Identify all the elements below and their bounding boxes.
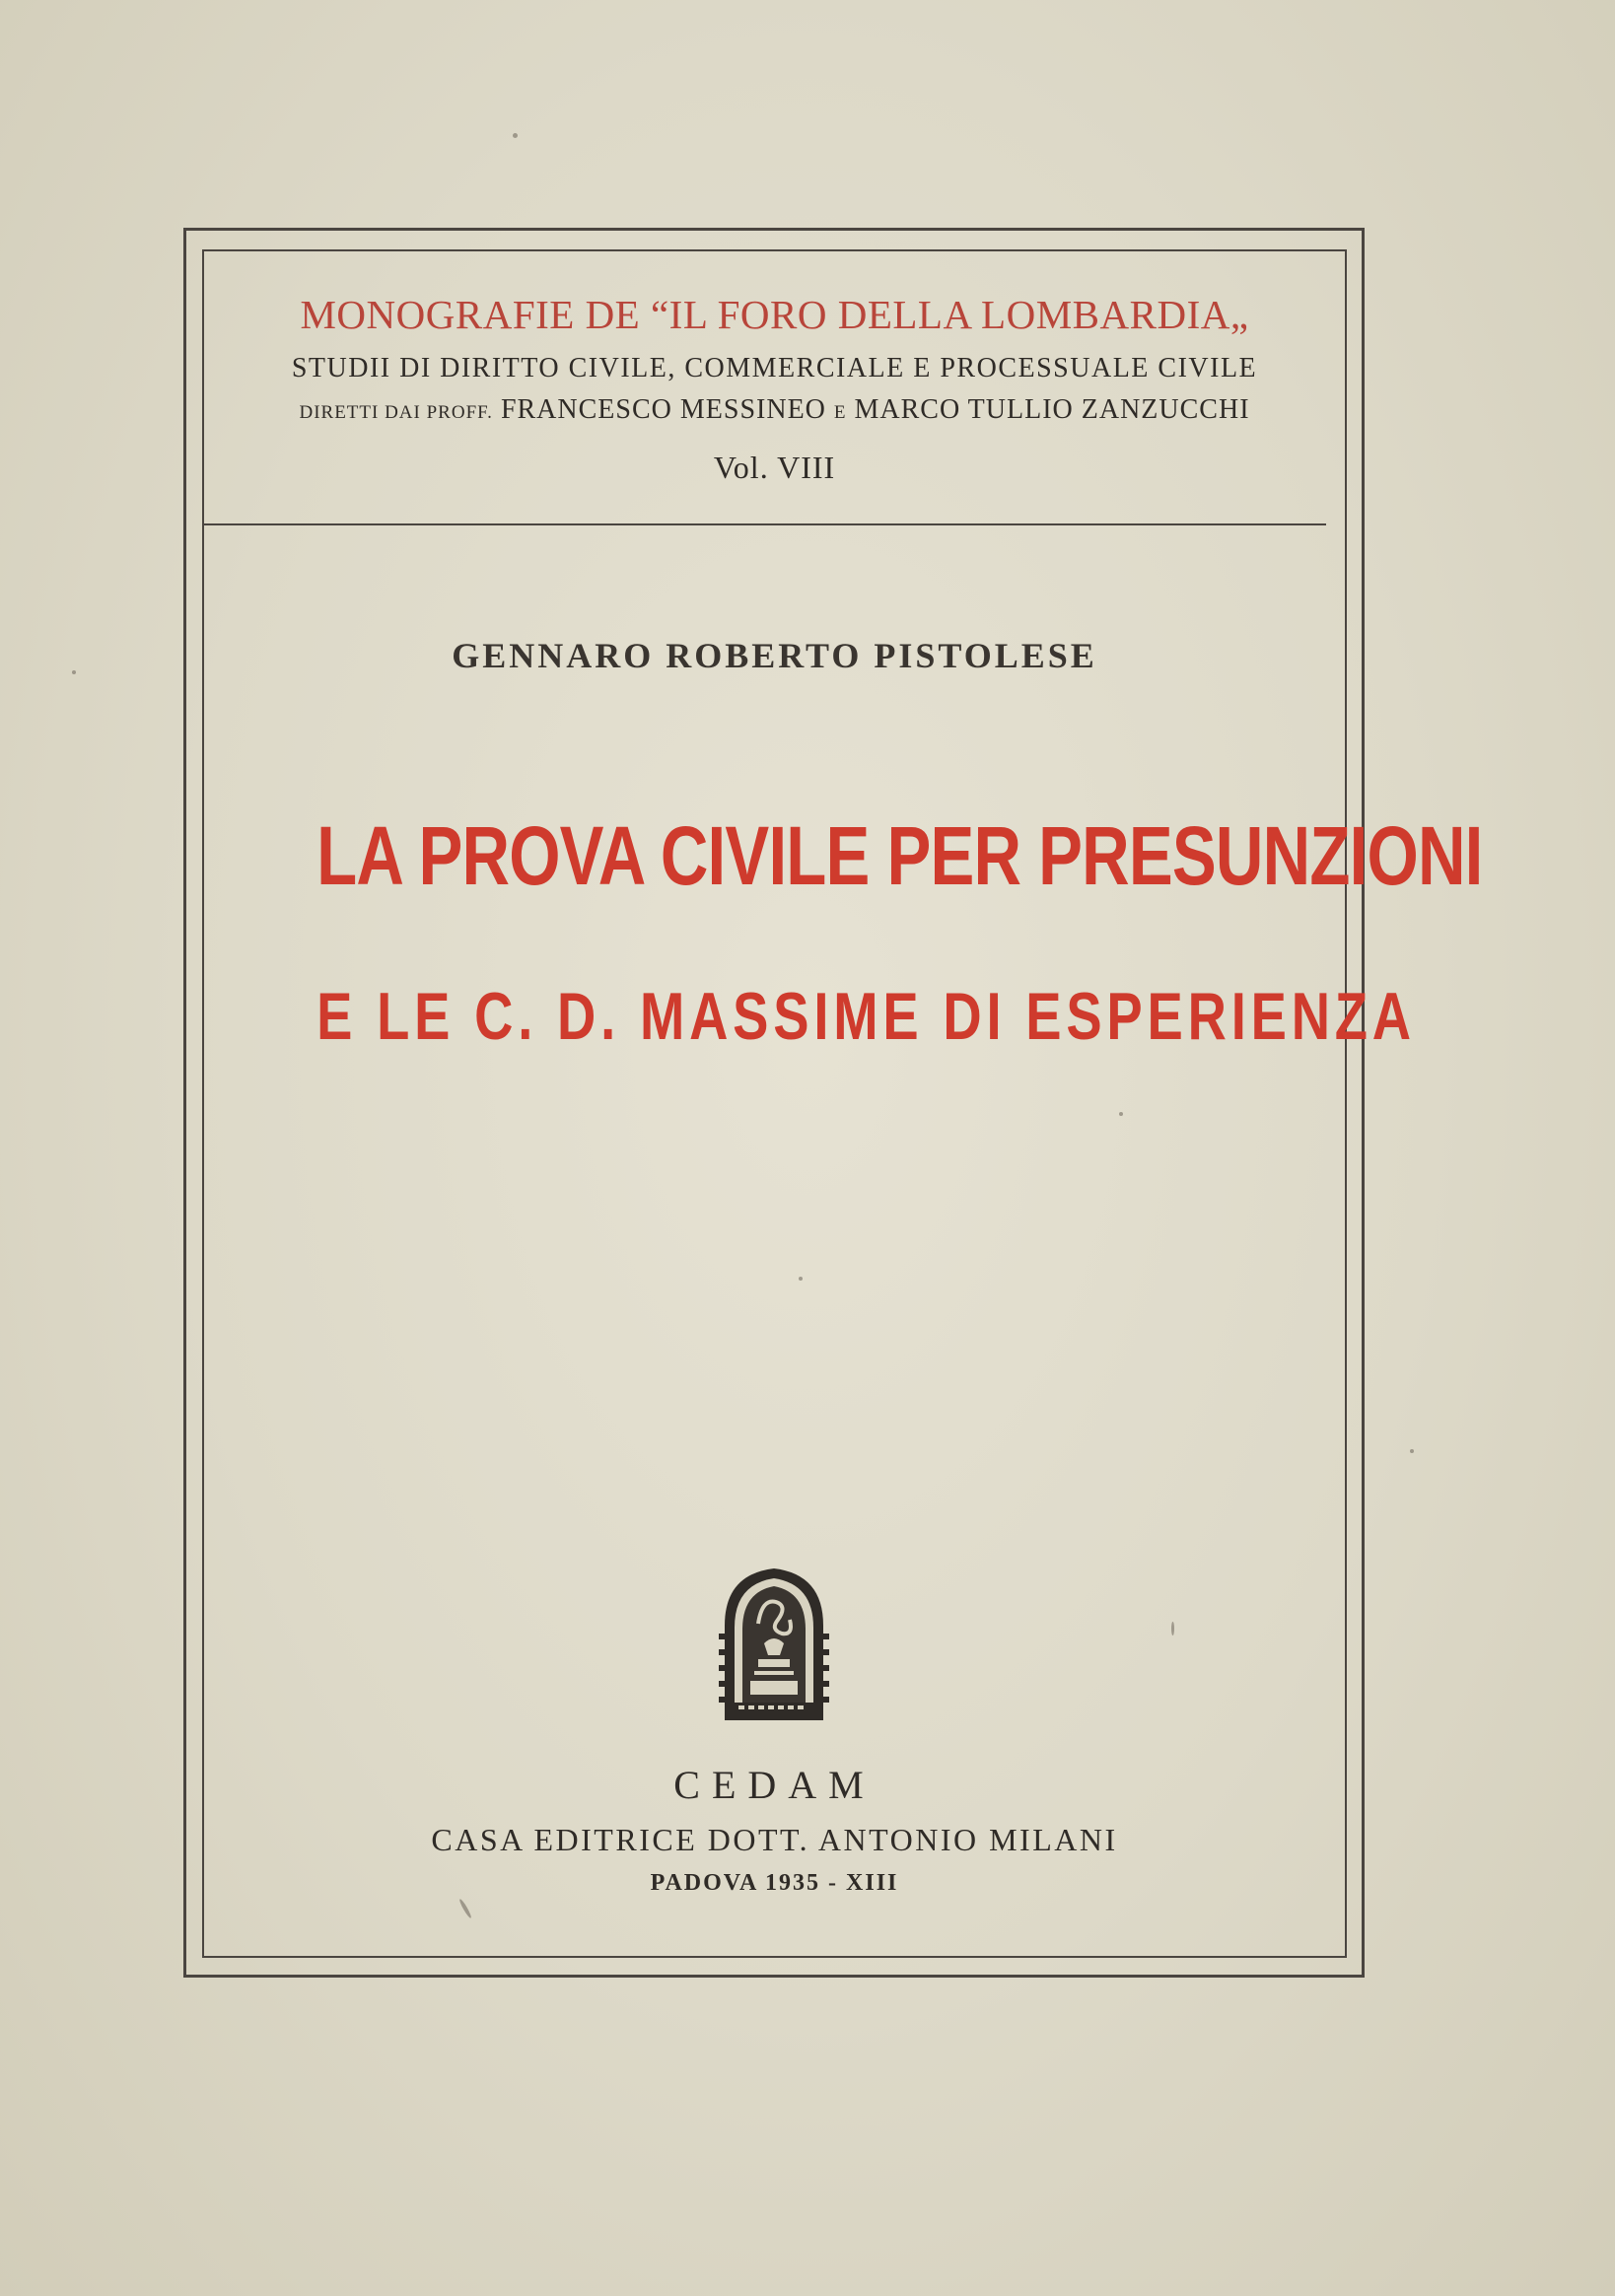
book-title-line-1: LA PROVA CIVILE PER PRESUNZIONI [316,809,1483,902]
paper-speck [799,1277,803,1281]
paper-speck [1410,1449,1414,1453]
paper-speck [513,133,518,138]
series-volume: Vol. VIII [713,450,836,485]
series-subtitle: STUDII DI DIRITTO CIVILE, COMMERCIALE E PROCESSUALE CIVILE [291,353,1258,383]
series-directors [202,394,1347,426]
paper-speck [1171,1622,1174,1635]
publisher-place: PADOVA 1935 - XIII [650,1870,899,1896]
directors-conjunction: E [833,402,847,423]
directors-name-1: FRANCESCO MESSINEO [500,394,826,425]
paper-speck [72,670,76,674]
author-name: GENNARO ROBERTO PISTOLESE [452,636,1097,675]
book-title-line-2: E LE C. D. MASSIME DI ESPERIENZA [316,979,1416,1054]
directors-name-2: MARCO TULLIO ZANZUCCHI [854,394,1250,425]
publisher-house: CASA EDITRICE DOTT. ANTONIO MILANI [431,1822,1118,1857]
paper-speck [1119,1112,1123,1116]
directors-prefix: DIRETTI DAI PROFF. [299,402,493,423]
header-divider [202,523,1326,525]
publisher-emblem-icon [719,1565,829,1722]
publisher-name: CEDAM [673,1763,876,1807]
series-title: MONOGRAFIE DE “IL FORO DELLA LOMBARDIA„ [300,292,1249,337]
